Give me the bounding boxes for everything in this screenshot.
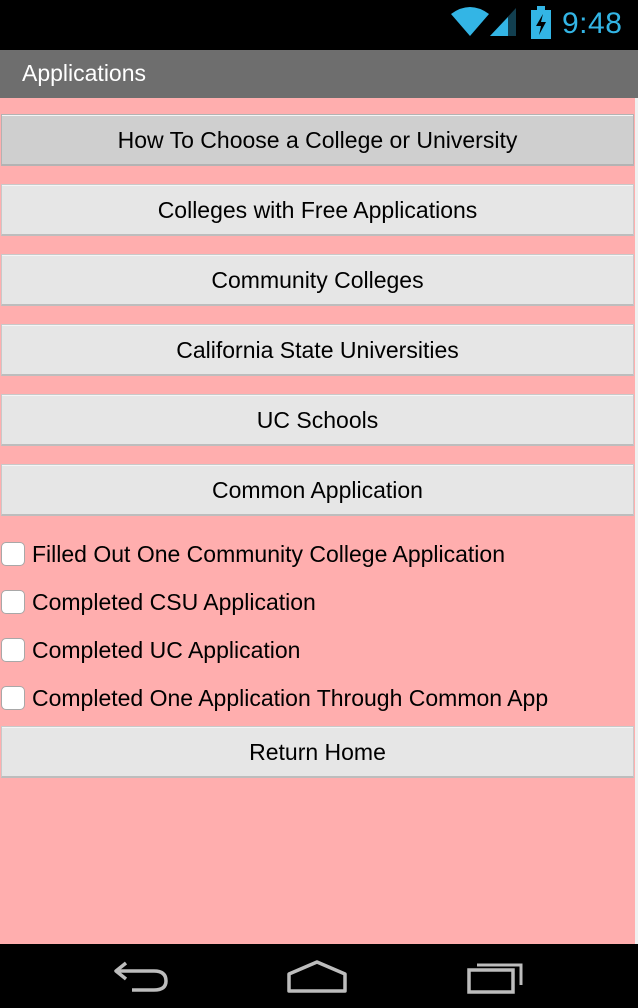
cell-signal-icon [488, 6, 518, 38]
checklist-item-uc[interactable] [0, 630, 630, 670]
navigation-bar [0, 944, 638, 1008]
main-content [0, 98, 638, 944]
wifi-icon [450, 6, 490, 38]
how-to-choose-college-button[interactable]: How To Choose a College or University [1, 114, 634, 166]
checkbox-label[interactable]: Filled Out One Community College Application [32, 541, 506, 567]
checkbox-label[interactable]: Completed UC Application [32, 637, 301, 663]
return-home-button[interactable]: Return Home [1, 726, 634, 778]
page-title: Applications [22, 60, 147, 86]
common-application-button[interactable]: Common Application [1, 464, 634, 516]
checklist-item-community-college[interactable] [0, 534, 630, 574]
back-icon[interactable] [112, 958, 170, 994]
status-bar [0, 0, 638, 50]
checkbox-label[interactable]: Completed CSU Application [32, 589, 316, 615]
uc-schools-button[interactable]: UC Schools [1, 394, 634, 446]
checkbox[interactable] [1, 638, 25, 662]
recent-apps-icon[interactable] [466, 958, 526, 994]
checklist-item-common-app[interactable] [0, 678, 630, 718]
checkbox-label[interactable]: Completed One Application Through Common App [32, 685, 549, 711]
checkbox[interactable] [1, 542, 25, 566]
community-colleges-button[interactable]: Community Colleges [1, 254, 634, 306]
app-title-bar [0, 50, 638, 98]
home-icon[interactable] [286, 958, 348, 994]
battery-charging-icon [530, 6, 552, 40]
checklist-item-csu[interactable] [0, 582, 630, 622]
free-applications-button[interactable]: Colleges with Free Applications [1, 184, 634, 236]
checkbox[interactable] [1, 590, 25, 614]
csu-button[interactable]: California State Universities [1, 324, 634, 376]
checkbox[interactable] [1, 686, 25, 710]
clock: 9:48 [562, 7, 623, 40]
